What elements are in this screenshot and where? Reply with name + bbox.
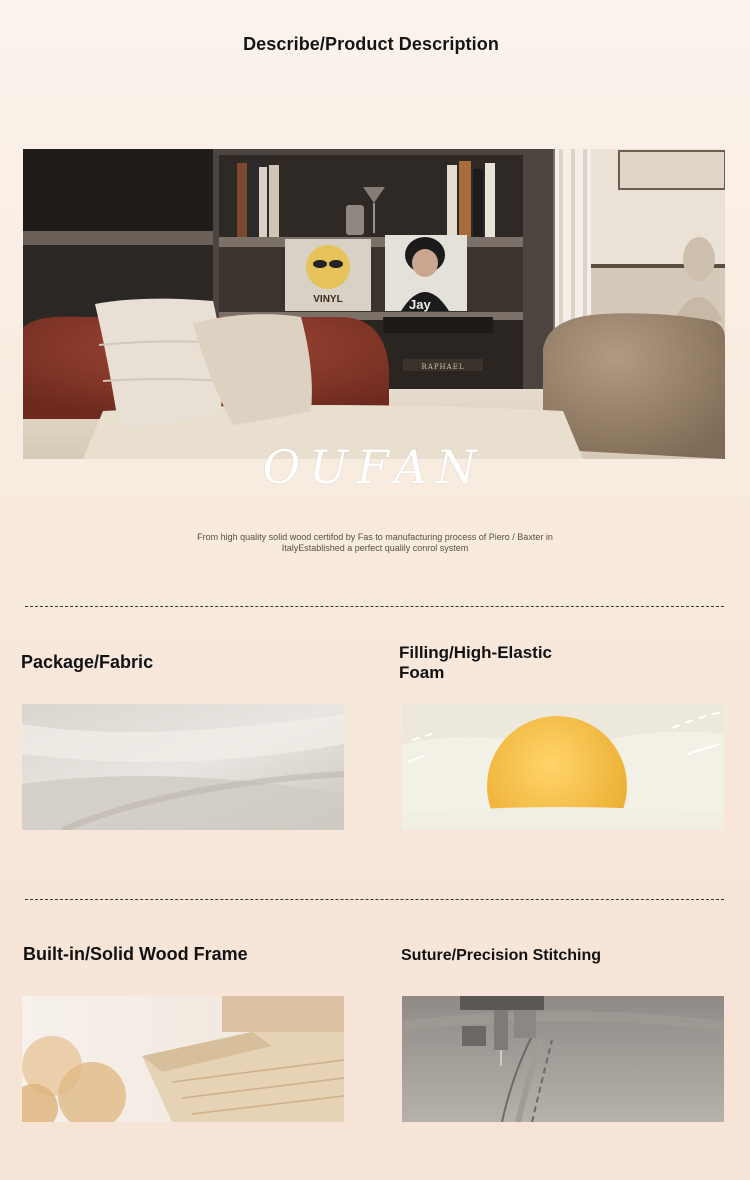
fabric-texture-image	[22, 704, 344, 830]
album-left-label: VINYL	[313, 294, 343, 305]
sewing-stitch-image	[402, 996, 724, 1122]
brand-logo: OUFAN	[262, 440, 486, 494]
feature-title-fabric: Package/Fabric	[21, 652, 154, 672]
feature-title-wood: Built-in/Solid Wood Frame	[23, 944, 248, 964]
feature-title-foam: Filling/High-Elastic Foam	[399, 643, 553, 682]
hero-image	[23, 149, 725, 459]
page-title: Describe/Product Description	[243, 34, 499, 54]
feature-title-stitching: Suture/Precision Stitching	[401, 947, 602, 964]
divider	[25, 899, 724, 900]
hero-caption: From high quality solid wood certifod by Fas to manufacturing process of Piero / Baxter in ItalyEstablished a perfect qualily conrol system	[197, 532, 553, 553]
foam-ball-image	[402, 704, 724, 830]
album-right-label: Jay	[409, 297, 431, 312]
shelf-sign: RAPHAEL	[421, 363, 465, 371]
wood-block-image	[22, 996, 344, 1122]
divider	[25, 606, 724, 607]
